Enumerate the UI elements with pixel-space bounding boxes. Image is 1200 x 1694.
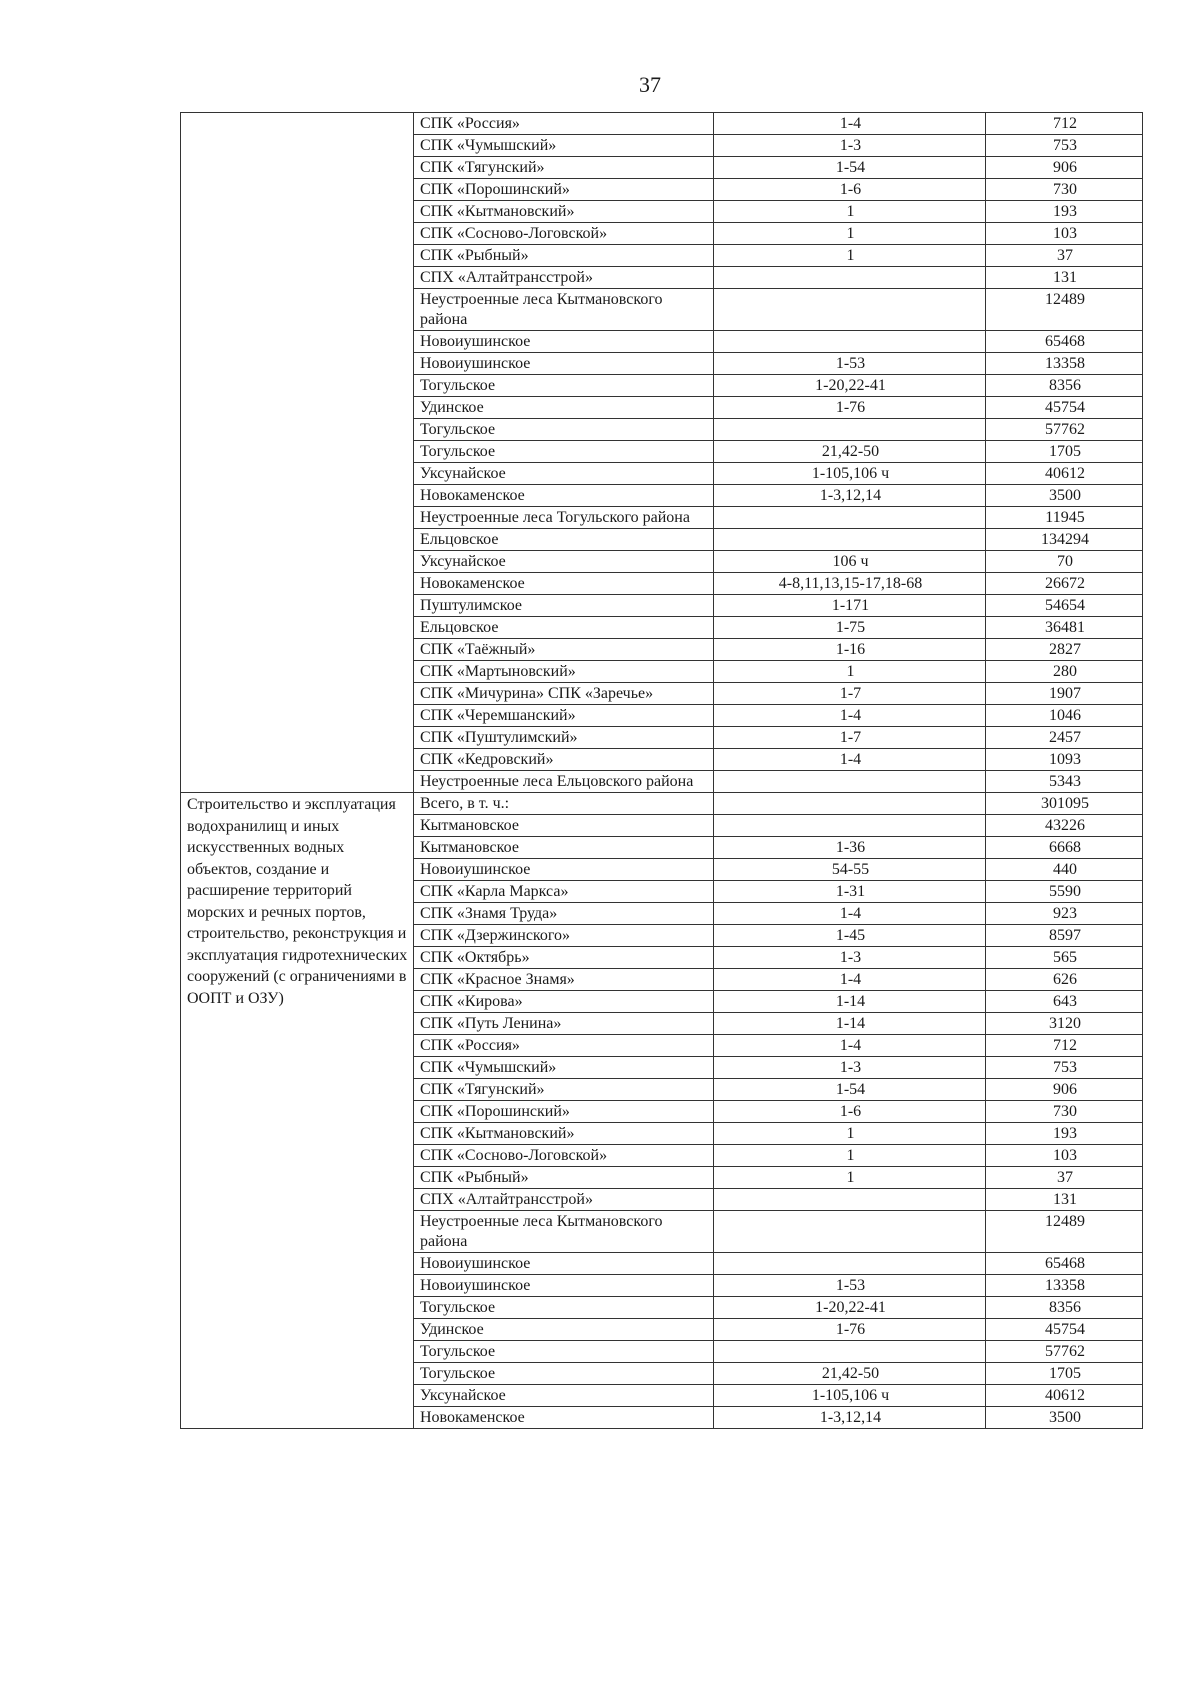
quarters-cell: 1 (714, 245, 986, 267)
quarters-cell (714, 1253, 986, 1275)
quarters-cell: 54-55 (714, 859, 986, 881)
name-cell: СПК «Порошинский» (414, 1101, 714, 1123)
quarters-cell: 1-4 (714, 749, 986, 771)
area-cell: 57762 (986, 1341, 1143, 1363)
area-cell: 54654 (986, 595, 1143, 617)
quarters-cell: 1-4 (714, 705, 986, 727)
quarters-cell (714, 1341, 986, 1363)
area-cell: 712 (986, 1035, 1143, 1057)
name-cell: Новоиушинское (414, 1253, 714, 1275)
quarters-cell: 21,42-50 (714, 441, 986, 463)
name-cell: Новоиушинское (414, 859, 714, 881)
name-cell: Удинское (414, 1319, 714, 1341)
name-cell: СПК «Мартыновский» (414, 661, 714, 683)
area-cell: 37 (986, 1167, 1143, 1189)
quarters-cell (714, 507, 986, 529)
quarters-cell: 1-171 (714, 595, 986, 617)
area-cell: 3120 (986, 1013, 1143, 1035)
name-cell: СПК «Карла Маркса» (414, 881, 714, 903)
quarters-cell: 1-53 (714, 1275, 986, 1297)
quarters-cell: 1-6 (714, 1101, 986, 1123)
name-cell: СПК «Пуштулимский» (414, 727, 714, 749)
name-cell: СПК «Чумышский» (414, 135, 714, 157)
name-cell: СПК «Россия» (414, 1035, 714, 1057)
area-cell: 36481 (986, 617, 1143, 639)
quarters-cell: 1-4 (714, 903, 986, 925)
quarters-cell: 1 (714, 201, 986, 223)
quarters-cell: 1-4 (714, 969, 986, 991)
area-cell: 923 (986, 903, 1143, 925)
area-cell: 643 (986, 991, 1143, 1013)
purpose-cell (181, 113, 414, 793)
name-cell: Неустроенные леса Тогульского района (414, 507, 714, 529)
quarters-cell (714, 771, 986, 793)
name-cell: Пуштулимское (414, 595, 714, 617)
quarters-cell (714, 331, 986, 353)
quarters-cell: 1 (714, 1123, 986, 1145)
quarters-cell: 1-54 (714, 157, 986, 179)
area-cell: 1046 (986, 705, 1143, 727)
name-cell: Неустроенные леса Ельцовского района (414, 771, 714, 793)
quarters-cell: 1-3 (714, 1057, 986, 1079)
area-cell: 8597 (986, 925, 1143, 947)
name-cell: Новоиушинское (414, 353, 714, 375)
name-cell: Неустроенные леса Кытмановского района (414, 289, 714, 331)
name-cell: СПК «Сосново-Логовской» (414, 1145, 714, 1167)
area-cell: 131 (986, 267, 1143, 289)
area-cell: 13358 (986, 1275, 1143, 1297)
area-cell: 5343 (986, 771, 1143, 793)
name-cell: Новоиушинское (414, 331, 714, 353)
area-cell: 712 (986, 113, 1143, 135)
area-cell: 12489 (986, 289, 1143, 331)
name-cell: СПК «Кытмановский» (414, 201, 714, 223)
area-cell: 70 (986, 551, 1143, 573)
area-cell: 730 (986, 1101, 1143, 1123)
area-cell: 3500 (986, 485, 1143, 507)
quarters-cell: 1-6 (714, 179, 986, 201)
area-cell: 45754 (986, 1319, 1143, 1341)
name-cell: СПК «Тягунский» (414, 157, 714, 179)
quarters-cell: 1-3 (714, 135, 986, 157)
quarters-cell: 1-3,12,14 (714, 485, 986, 507)
name-cell: СПК «Чумышский» (414, 1057, 714, 1079)
name-cell: Тогульское (414, 419, 714, 441)
area-cell: 1705 (986, 441, 1143, 463)
area-cell: 57762 (986, 419, 1143, 441)
table-row (181, 793, 1143, 815)
name-cell: Тогульское (414, 1341, 714, 1363)
name-cell: Тогульское (414, 1363, 714, 1385)
name-cell: СПК «Черемшанский» (414, 705, 714, 727)
name-cell: СПК «Кирова» (414, 991, 714, 1013)
name-cell: СПК «Дзержинского» (414, 925, 714, 947)
name-cell: Новокаменское (414, 1407, 714, 1429)
area-cell: 13358 (986, 353, 1143, 375)
name-cell: СПК «Порошинский» (414, 179, 714, 201)
area-cell: 3500 (986, 1407, 1143, 1429)
quarters-cell (714, 793, 986, 815)
area-cell: 43226 (986, 815, 1143, 837)
quarters-cell (714, 529, 986, 551)
area-cell: 8356 (986, 375, 1143, 397)
area-cell: 37 (986, 245, 1143, 267)
area-cell: 103 (986, 1145, 1143, 1167)
name-cell: Кытмановское (414, 837, 714, 859)
area-cell: 193 (986, 201, 1143, 223)
quarters-cell: 1 (714, 661, 986, 683)
name-cell: Удинское (414, 397, 714, 419)
area-cell: 65468 (986, 1253, 1143, 1275)
quarters-cell: 1-20,22-41 (714, 1297, 986, 1319)
area-cell: 1907 (986, 683, 1143, 705)
name-cell: СПХ «Алтайтрансстрой» (414, 1189, 714, 1211)
area-cell: 906 (986, 1079, 1143, 1101)
quarters-cell: 1-76 (714, 397, 986, 419)
name-cell: Неустроенные леса Кытмановского района (414, 1211, 714, 1253)
area-cell: 1093 (986, 749, 1143, 771)
name-cell: Уксунайское (414, 1385, 714, 1407)
quarters-cell (714, 419, 986, 441)
area-cell: 753 (986, 135, 1143, 157)
area-cell: 40612 (986, 463, 1143, 485)
area-cell: 134294 (986, 529, 1143, 551)
quarters-cell (714, 267, 986, 289)
area-cell: 2457 (986, 727, 1143, 749)
quarters-cell: 1-7 (714, 727, 986, 749)
quarters-cell: 1-105,106 ч (714, 1385, 986, 1407)
name-cell: Тогульское (414, 441, 714, 463)
quarters-cell: 1-31 (714, 881, 986, 903)
area-cell: 193 (986, 1123, 1143, 1145)
quarters-cell: 1-36 (714, 837, 986, 859)
name-cell: СПК «Кытмановский» (414, 1123, 714, 1145)
quarters-cell: 1-16 (714, 639, 986, 661)
quarters-cell: 1-3,12,14 (714, 1407, 986, 1429)
quarters-cell: 1-4 (714, 113, 986, 135)
area-cell: 11945 (986, 507, 1143, 529)
quarters-cell: 1-20,22-41 (714, 375, 986, 397)
purpose-cell: Строительство и эксплуатация водохранилищ и иных искусственных водных объектов, создание и расширение территорий морских и речных портов, строительство, реконструкция и эксплуатация гидротехнических сооружений (с ограничениями в ООПТ и ОЗУ) (181, 793, 414, 1429)
area-cell: 906 (986, 157, 1143, 179)
area-cell: 280 (986, 661, 1143, 683)
name-cell: Кытмановское (414, 815, 714, 837)
area-cell: 626 (986, 969, 1143, 991)
quarters-cell: 1-3 (714, 947, 986, 969)
quarters-cell: 1-105,106 ч (714, 463, 986, 485)
quarters-cell: 1-54 (714, 1079, 986, 1101)
quarters-cell: 21,42-50 (714, 1363, 986, 1385)
name-cell: Уксунайское (414, 463, 714, 485)
name-cell: Новокаменское (414, 573, 714, 595)
quarters-cell: 106 ч (714, 551, 986, 573)
page-number: 37 (639, 72, 661, 97)
quarters-cell: 1 (714, 1145, 986, 1167)
quarters-cell: 1-45 (714, 925, 986, 947)
name-cell: Новокаменское (414, 485, 714, 507)
name-cell: СПК «Россия» (414, 113, 714, 135)
area-cell: 103 (986, 223, 1143, 245)
area-cell: 8356 (986, 1297, 1143, 1319)
quarters-cell: 1-4 (714, 1035, 986, 1057)
area-cell: 12489 (986, 1211, 1143, 1253)
quarters-cell (714, 1189, 986, 1211)
quarters-cell: 1-14 (714, 1013, 986, 1035)
name-cell: СПК «Тягунский» (414, 1079, 714, 1101)
area-cell: 301095 (986, 793, 1143, 815)
area-cell: 730 (986, 179, 1143, 201)
name-cell: СПК «Октябрь» (414, 947, 714, 969)
name-cell: СПК «Знамя Труда» (414, 903, 714, 925)
area-cell: 2827 (986, 639, 1143, 661)
area-cell: 1705 (986, 1363, 1143, 1385)
quarters-cell: 1 (714, 1167, 986, 1189)
area-cell: 45754 (986, 397, 1143, 419)
name-cell: СПК «Рыбный» (414, 1167, 714, 1189)
area-cell: 131 (986, 1189, 1143, 1211)
area-cell: 6668 (986, 837, 1143, 859)
area-cell: 40612 (986, 1385, 1143, 1407)
name-cell: СПХ «Алтайтрансстрой» (414, 267, 714, 289)
quarters-cell: 1-53 (714, 353, 986, 375)
name-cell: СПК «Путь Ленина» (414, 1013, 714, 1035)
quarters-cell: 1-14 (714, 991, 986, 1013)
name-cell: СПК «Кедровский» (414, 749, 714, 771)
area-cell: 753 (986, 1057, 1143, 1079)
quarters-cell: 1 (714, 223, 986, 245)
name-cell: СПК «Сосново-Логовской» (414, 223, 714, 245)
quarters-cell (714, 1211, 986, 1253)
quarters-cell: 1-76 (714, 1319, 986, 1341)
area-cell: 440 (986, 859, 1143, 881)
name-cell: Всего, в т. ч.: (414, 793, 714, 815)
table-row (181, 113, 1143, 135)
area-cell: 26672 (986, 573, 1143, 595)
name-cell: Уксунайское (414, 551, 714, 573)
area-cell: 565 (986, 947, 1143, 969)
quarters-cell (714, 289, 986, 331)
name-cell: Тогульское (414, 1297, 714, 1319)
table-body (181, 113, 1143, 1429)
name-cell: СПК «Мичурина» СПК «Заречье» (414, 683, 714, 705)
area-cell: 5590 (986, 881, 1143, 903)
quarters-cell: 1-7 (714, 683, 986, 705)
area-cell: 65468 (986, 331, 1143, 353)
name-cell: Ельцовское (414, 529, 714, 551)
name-cell: СПК «Рыбный» (414, 245, 714, 267)
name-cell: СПК «Красное Знамя» (414, 969, 714, 991)
name-cell: Тогульское (414, 375, 714, 397)
quarters-cell: 1-75 (714, 617, 986, 639)
name-cell: Новоиушинское (414, 1275, 714, 1297)
name-cell: Ельцовское (414, 617, 714, 639)
name-cell: СПК «Таёжный» (414, 639, 714, 661)
quarters-cell: 4-8,11,13,15-17,18-68 (714, 573, 986, 595)
forest-lots-table (180, 112, 1143, 1429)
quarters-cell (714, 815, 986, 837)
